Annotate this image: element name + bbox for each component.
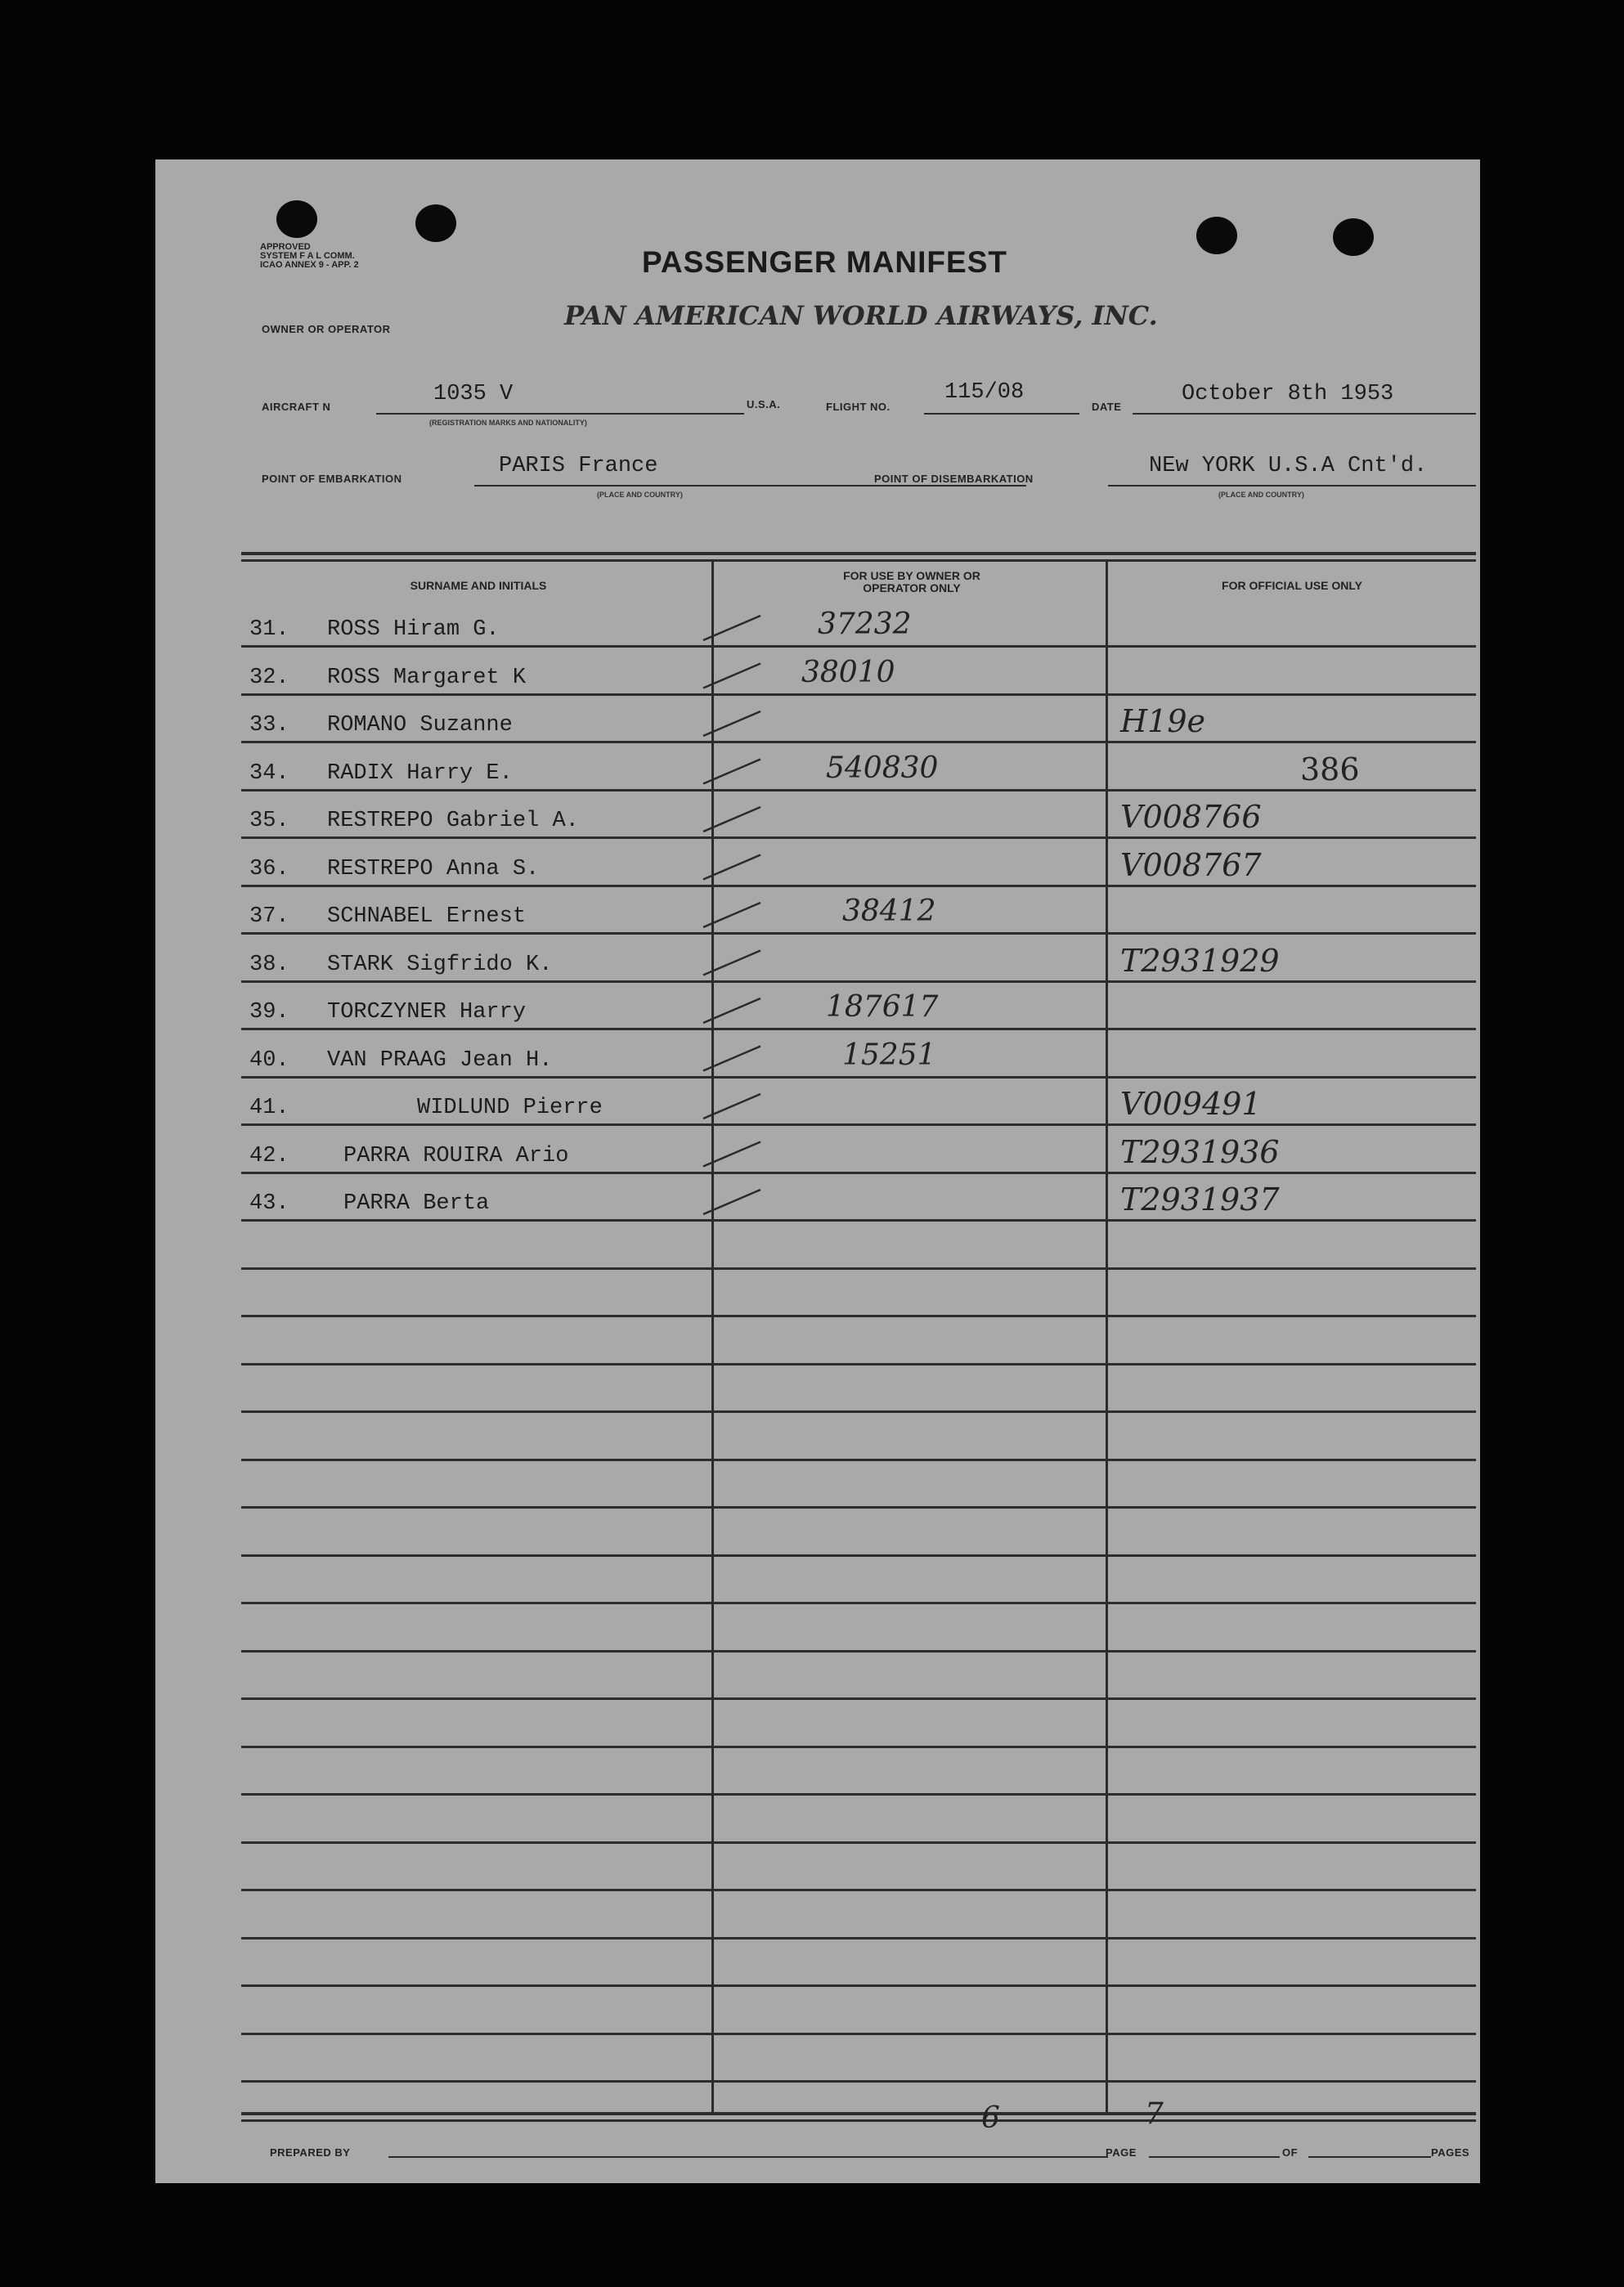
owner-code: 38010 [801,655,895,689]
owner-code: 37232 [818,608,912,641]
place-caption: (PLACE AND COUNTRY) [597,491,683,499]
manifest-sheet [155,159,1480,2183]
pages-label: PAGES [1431,2146,1470,2159]
row-number: 40. [249,1047,289,1073]
owner-code: 540830 [826,751,939,785]
date-label: DATE [1092,401,1122,413]
check-mark [703,903,760,927]
check-mark [703,951,760,975]
passenger-name: SCHNABEL Ernest [327,904,527,929]
official-code: V009491 [1120,1086,1262,1122]
flight-label: FLIGHT NO. [826,401,891,413]
passenger-name: PARRA Berta [343,1191,490,1216]
passenger-name: RESTREPO Anna S. [327,856,540,881]
page-title: PASSENGER MANIFEST [642,245,1007,279]
official-code: T2931929 [1120,942,1280,979]
row-number: 38. [249,952,289,977]
page-total: 7 [1145,2097,1164,2131]
owner-code: 187617 [826,990,939,1024]
usa-label: U.S.A. [747,398,781,410]
row-number: 35. [249,809,289,833]
row-number: 43. [249,1191,289,1216]
row-number: 39. [249,1000,289,1025]
row-number: 36. [249,856,289,881]
check-mark [703,1047,760,1071]
passenger-name: ROMANO Suzanne [327,713,513,738]
registration-caption: (REGISTRATION MARKS AND NATIONALITY) [429,419,587,427]
date-value: October 8th 1953 [1182,382,1394,406]
passenger-name: STARK Sigfrido K. [327,952,553,977]
owner-label: OWNER OR OPERATOR [262,323,391,335]
official-code: V008766 [1120,799,1262,835]
check-mark [703,760,760,784]
header-owner: FOR USE BY OWNER OR OPERATOR ONLY [843,569,980,594]
approval-stamp: APPROVED SYSTEM F A L COMM. ICAO ANNEX 9 - APP. 2 [260,242,359,270]
check-mark [703,1190,760,1214]
row-number: 41. [249,1096,289,1120]
flight-value: 115/08 [944,380,1025,405]
prepared-by-label: PREPARED BY [270,2146,351,2159]
tick-marks [155,159,1480,2183]
passenger-name: WIDLUND Pierre [417,1096,603,1120]
check-mark [703,1094,760,1119]
row-number: 34. [249,760,289,786]
check-mark [703,998,760,1023]
row-number: 37. [249,904,289,929]
check-mark [703,807,760,832]
official-code: T2931937 [1120,1182,1280,1217]
official-code: H19e [1120,703,1205,739]
owner-code: 38412 [842,895,936,928]
check-mark [703,855,760,880]
embarkation-value: PARIS France [499,454,658,478]
passenger-name: RADIX Harry E. [327,760,513,786]
check-mark [703,616,760,640]
page-number: 6 [981,2101,1000,2135]
passenger-name: ROSS Margaret K [327,665,527,690]
check-mark [703,664,760,688]
passenger-name: VAN PRAAG Jean H. [327,1047,553,1073]
check-mark [703,1142,760,1167]
row-number: 33. [249,713,289,738]
disembarkation-label: POINT OF DISEMBARKATION [871,473,1037,485]
place-caption-2: (PLACE AND COUNTRY) [1218,491,1304,499]
header-official: FOR OFFICIAL USE ONLY [1222,579,1362,592]
passenger-name: RESTREPO Gabriel A. [327,809,579,833]
row-number: 32. [249,665,289,690]
airline-name: PAN AMERICAN WORLD AIRWAYS, INC. [564,300,1158,331]
aircraft-label: AIRCRAFT N [262,401,331,413]
check-mark [703,711,760,736]
row-number: 31. [249,617,289,642]
passenger-name: TORCZYNER Harry [327,1000,527,1025]
of-label: OF [1282,2146,1299,2159]
official-code: T2931936 [1120,1133,1280,1170]
disembarkation-value: NEw YORK U.S.A Cnt'd. [1149,454,1428,478]
embarkation-label: POINT OF EMBARKATION [262,473,402,485]
official-code: 386 [1300,751,1360,787]
header-name: SURNAME AND INITIALS [410,579,547,592]
passenger-name: ROSS Hiram G. [327,617,500,642]
official-code: V008767 [1120,846,1262,883]
owner-code: 15251 [842,1038,936,1072]
page-label: PAGE [1106,2146,1137,2159]
aircraft-value: 1035 V [433,382,514,406]
row-number: 42. [249,1143,289,1168]
passenger-name: PARRA ROUIRA Ario [343,1143,569,1168]
